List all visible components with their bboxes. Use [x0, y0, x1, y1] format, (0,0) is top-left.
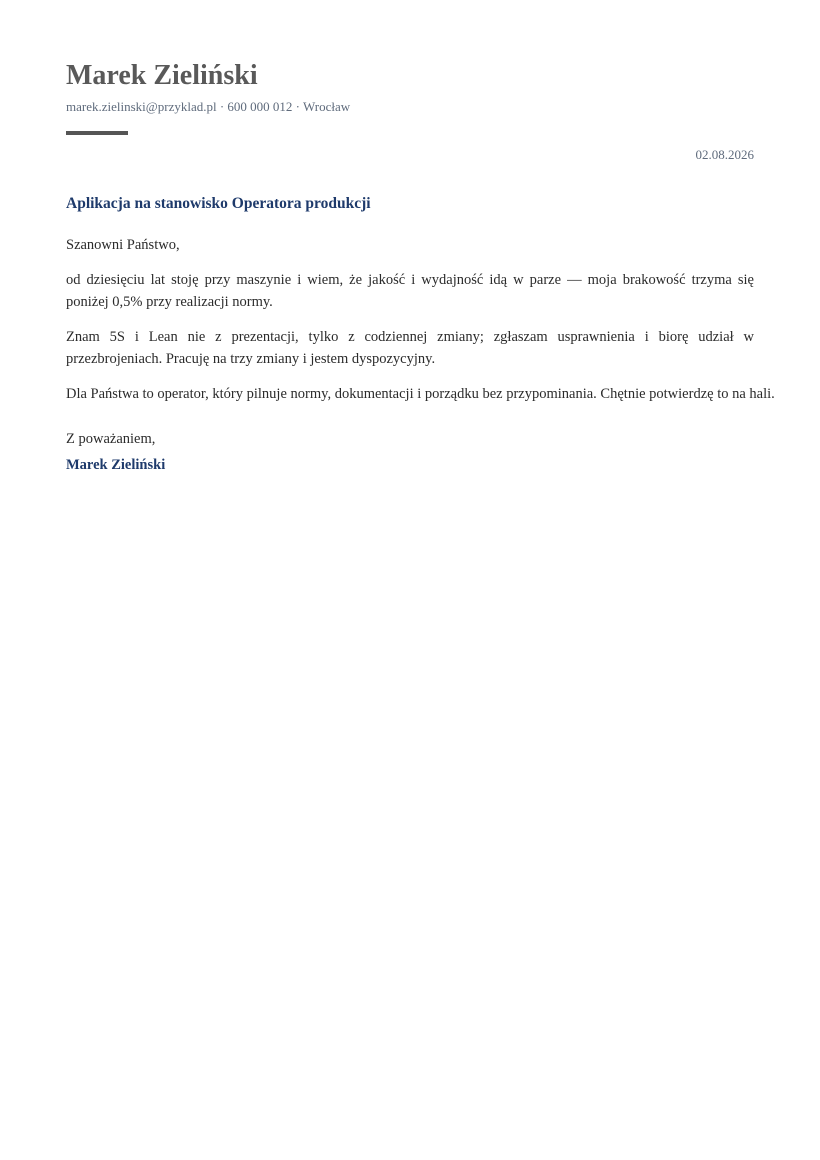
- body-paragraph: Dla Państwa to operator, który pilnuje normy, dokumentacji i porządku bez przypominania. Chętnie potwierdzę to na hali.: [66, 386, 775, 402]
- letter-date: 02.08.2026: [695, 147, 754, 162]
- header-divider: [66, 131, 128, 135]
- letter-subject: Aplikacja na stanowisko Operatora produkcji: [66, 195, 371, 212]
- signature-name: Marek Zieliński: [66, 457, 166, 473]
- sender-name: Marek Zieliński: [66, 60, 258, 91]
- sender-contact-line: marek.zielinski@przyklad.pl · 600 000 012 · Wrocław: [66, 99, 351, 114]
- closing-phrase: Z poważaniem,: [66, 431, 156, 447]
- body-paragraph: Znam 5S i Lean nie z prezentacji, tylko z codziennej zmiany; zgłaszam usprawnienia i biorę udział w przezbrojeniach. Pracuję na trzy zmiany i jestem dyspozycyjny.: [66, 329, 754, 367]
- salutation: Szanowni Państwo,: [66, 237, 180, 253]
- body-paragraph: od dziesięciu lat stoję przy maszynie i wiem, że jakość i wydajność idą w parze — moja brakowość trzyma się poniżej 0,5% przy realizacji normy.: [66, 272, 754, 310]
